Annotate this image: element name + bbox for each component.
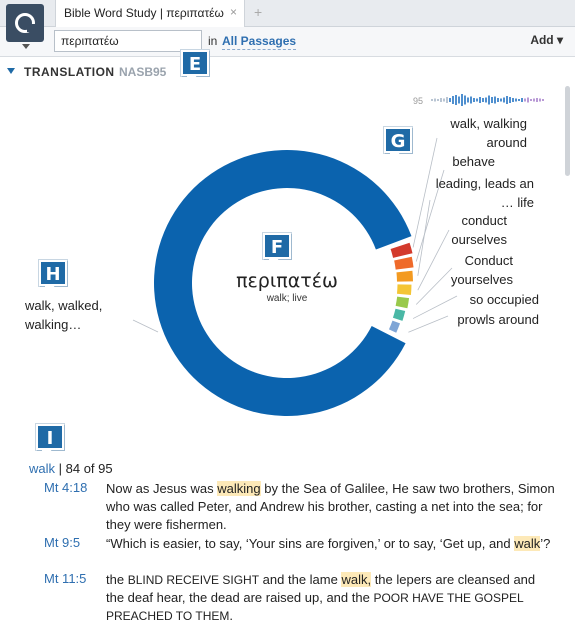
translation-label[interactable] (450, 114, 527, 152)
translation-label-line: so occupied (469, 292, 539, 307)
toolbar (0, 27, 575, 57)
callout-badge-f: F (263, 233, 291, 259)
verse-reference-link[interactable]: Mt 4:18 (44, 480, 88, 495)
waveform-bar (509, 97, 511, 103)
callout-badge-h: H (39, 260, 67, 286)
waveform-bar (479, 97, 481, 103)
waveform-bar (530, 99, 532, 101)
waveform-bar (533, 99, 535, 102)
app-logo-menu-button[interactable] (6, 4, 44, 42)
callout-badge-i: I (36, 424, 64, 450)
center-lemma: περιπατέω (236, 270, 338, 292)
verse-text (106, 571, 556, 620)
waveform-bar (431, 99, 433, 101)
waveform-bar (506, 96, 508, 104)
translation-label[interactable] (451, 251, 513, 289)
translation-label-line: walk, walking (450, 116, 527, 131)
waveform-bar (461, 94, 463, 106)
translation-label-line: leading, leads an (435, 176, 534, 191)
verse-text (106, 480, 556, 534)
verse-text (106, 535, 556, 553)
donut-slice-4[interactable] (397, 284, 412, 295)
main-label-line: walk, walked, (25, 298, 103, 313)
tab-bible-word-study[interactable] (55, 0, 245, 27)
donut-slice-7[interactable] (389, 321, 400, 333)
waveform-timeline-icon (431, 94, 544, 106)
add-button[interactable]: Add ▾ (530, 33, 563, 47)
waveform-bar (446, 97, 448, 103)
chevron-down-icon (22, 44, 30, 49)
scope-dropdown[interactable]: All Passages (222, 34, 297, 48)
waveform-bar (494, 97, 496, 104)
waveform-bar (434, 99, 436, 102)
leader-line (413, 296, 457, 319)
section-version[interactable]: NASB95 (119, 65, 167, 79)
verse-segment: “Which is easier, to say, ‘Your sins are forgiven,’ or to say, ‘Get up, and (106, 536, 515, 551)
waveform-bar (542, 99, 544, 101)
verse-segment: Now as Jesus was (106, 481, 218, 496)
waveform-bar (485, 98, 487, 103)
waveform-bar (443, 99, 445, 102)
leader-line (418, 230, 449, 290)
waveform-bar (500, 99, 502, 102)
highlighted-word[interactable]: walking (217, 481, 261, 496)
translation-label[interactable] (452, 152, 495, 171)
translation-label-line: around (486, 135, 527, 150)
verse-reference-link[interactable]: Mt 11:5 (44, 571, 87, 586)
waveform-bar (488, 96, 490, 105)
center-gloss: walk; live (266, 293, 308, 304)
waveform-bar (512, 98, 514, 102)
donut-slice-6[interactable] (393, 309, 405, 321)
waveform-bar (536, 98, 538, 102)
result-word-link[interactable]: walk (29, 461, 56, 476)
verse-segment: the lepers are cleansed and the deaf hear, the dead are raised up, and the (106, 572, 536, 605)
waveform-bar (515, 99, 517, 102)
translation-label-line: conduct (461, 213, 507, 228)
translation-label-line: Conduct (464, 253, 513, 268)
waveform-bar (518, 99, 520, 101)
highlighted-word[interactable]: walk, (341, 572, 372, 587)
translation-label-line: yourselves (450, 272, 513, 287)
translation-label-line: … life (500, 195, 534, 210)
waveform-bar (476, 99, 478, 102)
verse-segment: . (229, 608, 233, 620)
waveform-bar (440, 98, 442, 102)
translation-label[interactable] (457, 310, 539, 329)
waveform-bar (452, 96, 454, 104)
ot-quotation: POOR HAVE THE GOSPEL PREACHED TO THEM (106, 591, 524, 620)
title-bar (0, 0, 575, 27)
new-tab-icon[interactable]: + (254, 4, 263, 20)
waveform-bar (482, 98, 484, 102)
tab-title: Bible Word Study | περιπατέω (64, 6, 224, 20)
translation-label[interactable] (470, 290, 539, 309)
waveform-bar (464, 96, 466, 105)
donut-slice-5[interactable] (396, 297, 409, 309)
leader-line (418, 200, 430, 276)
waveform-bar (467, 98, 469, 103)
verse-segment: ’? (540, 536, 551, 551)
translation-label[interactable] (436, 174, 534, 212)
main-label-line: walking… (25, 317, 82, 332)
verse-reference-link[interactable]: Mt 9:5 (44, 535, 81, 550)
section-title: TRANSLATION (24, 65, 115, 79)
waveform-bar (527, 98, 529, 103)
waveform-bar (473, 98, 475, 102)
donut-slice-2[interactable] (394, 257, 413, 270)
translation-label[interactable] (451, 211, 507, 249)
waveform-bar (470, 97, 472, 104)
donut-slice-3[interactable] (396, 271, 413, 282)
close-tab-icon[interactable]: × (229, 5, 237, 19)
waveform-bar (455, 95, 457, 105)
in-label: in (208, 34, 218, 48)
translation-label-line: prowls around (457, 312, 539, 327)
verse-segment: the (106, 572, 128, 587)
verse-segment: by the Sea of Galilee, He saw two brothers, Simon who was called Peter, and Andrew his brother, casting a net into the sea; for they were fishermen. (106, 481, 555, 532)
highlighted-word[interactable]: walk (514, 536, 541, 551)
leader-line (416, 268, 452, 305)
main-translation-label[interactable] (25, 296, 102, 334)
logo-notch (27, 24, 35, 32)
waveform-bar (449, 98, 451, 102)
leader-line (408, 316, 448, 332)
waveform-bar (437, 99, 439, 101)
callout-badge-e: E (181, 50, 209, 76)
waveform-bar (497, 98, 499, 102)
ot-quotation: BLIND RECEIVE SIGHT (127, 573, 260, 587)
leader-line-main (133, 320, 158, 332)
waveform-bar (491, 97, 493, 103)
result-count: 84 of 95 (65, 461, 113, 476)
search-input[interactable] (54, 30, 202, 52)
translation-label-line: behave (452, 154, 495, 169)
waveform-bar (539, 99, 541, 102)
collapse-triangle-icon[interactable] (7, 68, 15, 74)
translation-label-line: ourselves (451, 232, 507, 247)
waveform-bar (503, 98, 505, 103)
waveform-bar (521, 98, 523, 102)
waveform-bar (524, 99, 526, 102)
verse-segment: and the lame (259, 572, 342, 587)
callout-badge-g: G (384, 127, 412, 153)
result-separator: | (55, 461, 66, 476)
result-group-header (29, 461, 113, 476)
waveform-bar (458, 97, 460, 104)
waveform-count: 95 (413, 96, 424, 106)
donut-slice-1[interactable] (391, 243, 413, 258)
